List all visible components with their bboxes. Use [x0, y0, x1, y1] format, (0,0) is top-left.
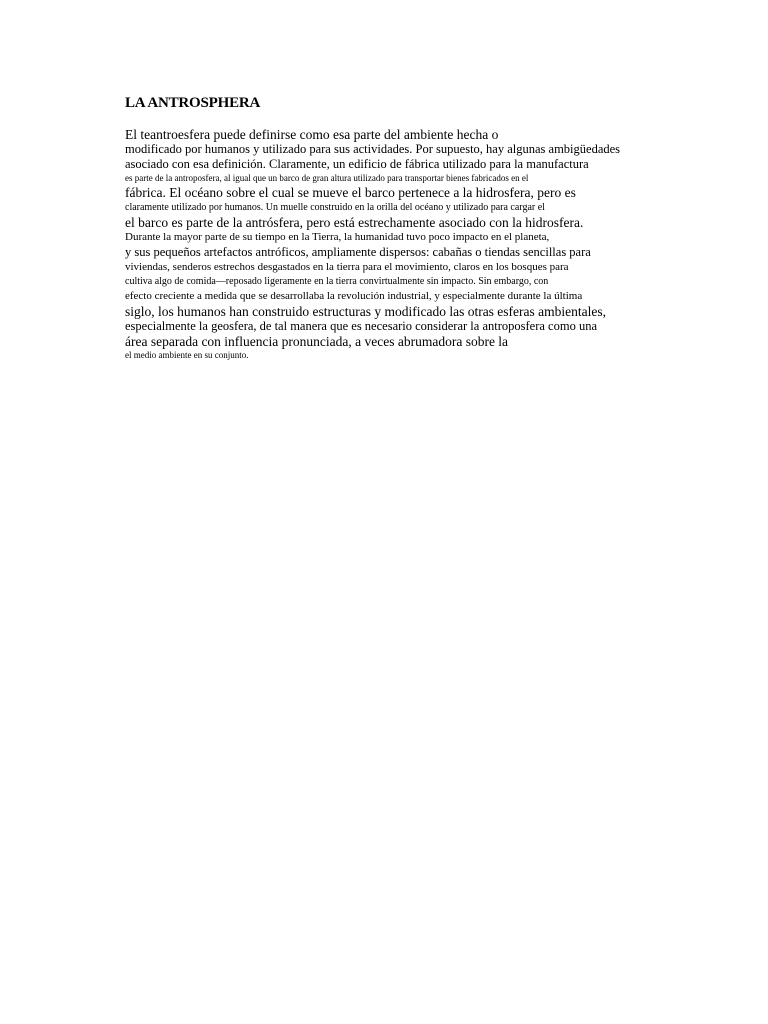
- text-line: viviendas, senderos estrechos desgastados en la tierra para el movimiento, claros en los bosques para: [125, 261, 569, 273]
- document-title: LA ANTROSPHERA: [125, 95, 261, 111]
- text-line: cultiva algo de comida—reposado ligeramente en la tierra convirtualmente sin impacto. Sin embargo, con: [125, 276, 549, 287]
- text-line: y sus pequeños artefactos antróficos, ampliamente dispersos: cabañas o tiendas sencillas para: [125, 245, 591, 259]
- text-line: especialmente la geosfera, de tal manera que es necesario considerar la antroposfera como una: [125, 319, 597, 333]
- text-line: el medio ambiente en su conjunto.: [125, 350, 249, 360]
- text-line: siglo, los humanos han construido estructuras y modificado las otras esferas ambientales,: [125, 304, 607, 319]
- text-line: Durante la mayor parte de su tiempo en la Tierra, la humanidad tuvo poco impacto en el planeta,: [125, 231, 550, 243]
- document-body: [125, 127, 665, 362]
- text-line: modificado por humanos y utilizado para sus actividades. Por supuesto, hay algunas ambigüedades: [125, 142, 621, 156]
- text-line: el barco es parte de la antrósfera, pero está estrechamente asociado con la hidrosfera.: [125, 215, 584, 230]
- text-line: es parte de la antroposfera, al igual que un barco de gran altura utilizado para transportar bienes fabricados en el: [125, 173, 529, 183]
- text-line: fábrica. El océano sobre el cual se mueve el barco pertenece a la hidrosfera, pero es: [125, 185, 576, 200]
- text-line: El teantroesfera puede definirse como esa parte del ambiente hecha o: [125, 127, 499, 142]
- text-line: efecto creciente a medida que se desarrollaba la revolución industrial, y especialmente durante la última: [125, 290, 583, 302]
- text-line: claramente utilizado por humanos. Un muelle construido en la orilla del océano y utilizado para cargar el: [125, 202, 545, 213]
- text-line: asociado con esa definición. Claramente, un edificio de fábrica utilizado para la manufactura: [125, 157, 589, 171]
- text-line: área separada con influencia pronunciada, a veces abrumadora sobre la: [125, 334, 509, 349]
